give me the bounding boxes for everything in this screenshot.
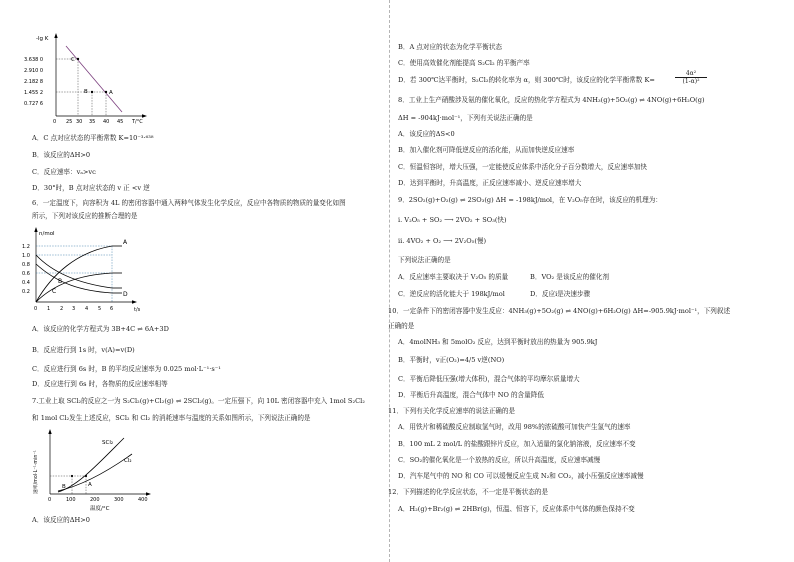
graph2-curve-b: B bbox=[58, 278, 63, 285]
right-column bbox=[390, 0, 794, 562]
graph2-curve-a: A bbox=[123, 239, 128, 246]
q11-option-c: C．SO₂的催化氧化是一个放热的反应，所以升高温度，反应速率减慢 bbox=[398, 456, 601, 464]
graph3-curve-cl2: Cl₂ bbox=[124, 458, 132, 464]
graph1-ytick: 0.727 6 bbox=[24, 101, 44, 107]
q11-stem: 11．下列有关化学反应速率的说法正确的是 bbox=[388, 407, 516, 415]
q5-option-c: C．反应速率：vₐ>vᴄ bbox=[32, 168, 96, 176]
q7-option-a: A．该反应的ΔH>0 bbox=[32, 516, 90, 524]
q7-option-b: B．A 点对应的状态为化学平衡状态 bbox=[398, 43, 503, 51]
graph2-xtick: 5 bbox=[98, 306, 102, 312]
q10-stem-line1: 10．一定条件下的密闭容器中发生反应：4NH₃(g)+5O₂(g) ⇌ 4NO(g)+6H₂O(g) ΔH=-905.9kJ·mol⁻¹，下列叙述 bbox=[388, 307, 731, 315]
graph1-point-b: B bbox=[84, 89, 88, 95]
q6-option-d: D．反应进行到 6s 时，各物质的反应速率相等 bbox=[32, 380, 168, 388]
graph2-ytick: 0.4 bbox=[22, 280, 30, 286]
graph1-ytick: 1.455 2 bbox=[24, 90, 44, 96]
graph1-ytick: 2.910 0 bbox=[24, 68, 44, 74]
graph1-point-a: A bbox=[109, 90, 113, 96]
graph1-point-c: C bbox=[71, 57, 75, 63]
graph2-curve-d: D bbox=[123, 291, 128, 298]
q9-option-b: B．VO₂ 是该反应的催化剂 bbox=[530, 273, 609, 281]
q7-option-c: C．使用高效催化剂能提高 S₂Cl₂ 的平衡产率 bbox=[398, 59, 530, 67]
graph1-xunit: T/°C bbox=[132, 119, 143, 125]
graph3-point-b: B bbox=[62, 484, 66, 490]
q7-stem-line2: 和 1mol Cl₂发生上述反应，SCl₂ 和 Cl₂ 的消耗速率与温度的关系如图所示，下列说法正确的是 bbox=[32, 414, 311, 422]
graph2-xtick: 2 bbox=[60, 306, 64, 312]
q9-stem: 9．2SO₂(g)+O₂(g) ⇌ 2SO₃(g) ΔH = -198kJ/mol，在 V₂O₅存在时，该反应的机理为： bbox=[398, 196, 662, 204]
q6-option-a: A．该反应的化学方程式为 3B+4C ⇌ 6A+3D bbox=[32, 325, 169, 333]
q8-option-a: A．该反应的ΔS<0 bbox=[398, 130, 455, 138]
q10-option-b: B．平衡时，v正(O₂)=4/5 v逆(NO) bbox=[398, 356, 505, 364]
q11-option-d: D．汽车尾气中的 NO 和 CO 可以缓慢反应生成 N₂和 CO₂，减小压强反应速率减慢 bbox=[398, 472, 644, 480]
graph3-xtick: 300 bbox=[114, 497, 124, 503]
graph1-xtick: 30 bbox=[76, 119, 83, 125]
q11-option-b: B．100 mL 2 mol/L 的盐酸跟锌片反应，加入适量的氯化钠溶液，反应速率不变 bbox=[398, 440, 636, 448]
q8-stem-line1: 8．工业上生产硝酸涉及氨的催化氧化，反应的热化学方程式为 4NH₃(g)+5O₂(g) ⇌ 4NO(g)+6H₂O(g) bbox=[398, 96, 705, 104]
q9-option-d: D．反应ⅰ是决速步骤 bbox=[530, 290, 591, 298]
graph3-curve-scl2: SCl₂ bbox=[102, 440, 114, 446]
q6-option-b: B．反应进行到 1s 时，v(A)=v(D) bbox=[32, 346, 135, 354]
graph3-xtick: 200 bbox=[90, 497, 100, 503]
graph1-xtick: 0 bbox=[53, 119, 57, 125]
q11-option-a: A．用铁片和稀硫酸反应制取氢气时，改用 98%的浓硫酸可加快产生氢气的速率 bbox=[398, 423, 631, 431]
graph-rate-vs-temperature bbox=[28, 428, 158, 512]
graph2-ytick: 1.2 bbox=[22, 244, 30, 250]
q10-stem-line2: 正确的是 bbox=[388, 322, 415, 330]
graph2-curve-c: C bbox=[52, 288, 57, 295]
graph1-xtick: 40 bbox=[103, 119, 110, 125]
graph1-xtick: 25 bbox=[66, 119, 73, 125]
left-column bbox=[0, 0, 385, 562]
q6-stem-line1: 6．一定温度下，向容积为 4L 的密闭容器中通入两种气体发生化学反应，反应中各物质的物质的量变化如图 bbox=[32, 199, 346, 207]
graph2-xtick: 4 bbox=[85, 306, 89, 312]
q9-mechanism-i: i. V₂O₅ + SO₂ ⟶ 2VO₂ + SO₃(快) bbox=[398, 216, 507, 224]
q9-option-c: C．逆反应的活化能大于 198kJ/mol bbox=[398, 290, 505, 298]
q6-option-c: C．反应进行到 6s 时，B 的平均反应速率为 0.025 mol·L⁻¹·s⁻¹ bbox=[32, 365, 221, 373]
q12-stem: 12．下列描述的化学反应状态，不一定是平衡状态的是 bbox=[388, 488, 549, 496]
graph2-ylabel: n/mol bbox=[39, 231, 55, 237]
q5-option-d: D．30°时，B 点对应状态的 v 正 <v 逆 bbox=[32, 184, 150, 192]
q5-option-b: B．该反应的ΔH>0 bbox=[32, 151, 91, 159]
graph2-xtick: 6 bbox=[110, 306, 114, 312]
graph2-ytick: 0.6 bbox=[22, 271, 30, 277]
graph-amount-vs-time bbox=[22, 226, 152, 318]
graph3-xlabel: 温度/°C bbox=[90, 506, 110, 512]
fraction-denominator: (1-α)² bbox=[682, 78, 700, 85]
q9-mechanism-ii: ii. 4VO₂ + O₂ ⟶ 2V₂O₅(慢) bbox=[398, 237, 487, 245]
graph1-xtick: 45 bbox=[117, 119, 124, 125]
graph3-ylabel: 速率/mol·L⁻¹·min⁻¹ bbox=[34, 450, 39, 494]
q8-option-b: B．加入催化剂可降低逆反应的活化能，从而加快逆反应速率 bbox=[398, 146, 575, 154]
graph3-point-a: A bbox=[88, 482, 92, 488]
graph2-ytick: 1.0 bbox=[22, 253, 30, 259]
graph1-ylabel: -lg K bbox=[36, 36, 49, 42]
fraction-numerator: 4α² bbox=[675, 70, 707, 78]
graph2-xtick: 3 bbox=[72, 306, 76, 312]
q8-option-c: C．恒温恒容时，增大压强，一定能使反应体系中活化分子百分数增大，反应速率加快 bbox=[398, 163, 648, 171]
q7-stem-line1: 7.工业上取 SCl₂的反应之一为 S₂Cl₂(g)+Cl₂(g) ⇌ 2SCl₂(g)。一定压强下，向 10L 密闭容器中充入 1mol S₂Cl₂ bbox=[32, 397, 365, 405]
q10-option-d: D．平衡后升高温度，混合气体中 NO 的含量降低 bbox=[398, 391, 544, 399]
graph2-xtick: 0 bbox=[34, 306, 38, 312]
graph2-ytick: 0.2 bbox=[22, 289, 30, 295]
graph-lgk-vs-temperature bbox=[22, 30, 162, 126]
q9-option-a: A．反应速率主要取决于 V₂O₅ 的质量 bbox=[398, 273, 509, 281]
graph3-xtick: 400 bbox=[138, 497, 148, 503]
q6-stem-line2: 所示，下列对该反应的推断合理的是 bbox=[32, 212, 138, 220]
q8-option-d: D．达到平衡时，升高温度，正反应速率减小、逆反应速率增大 bbox=[398, 179, 582, 187]
q10-option-c: C．平衡后降低压强(增大体积)，混合气体的平均摩尔质量增大 bbox=[398, 375, 580, 383]
graph1-xtick: 35 bbox=[89, 119, 96, 125]
q7-option-d-fraction bbox=[675, 70, 707, 85]
q12-option-a: A．H₂(g)+Br₂(g) ⇌ 2HBr(g)，恒温、恒容下，反应体系中气体的颜色保持不变 bbox=[398, 505, 635, 513]
q10-option-a: A．4molNH₃ 和 5molO₂ 反应，达到平衡时放出的热量为 905.9kJ bbox=[398, 338, 598, 346]
graph3-xtick: 0 bbox=[48, 497, 52, 503]
graph2-ytick: 0.8 bbox=[22, 262, 30, 268]
graph3-xtick: 100 bbox=[66, 497, 76, 503]
graph2-xtick: 1 bbox=[47, 306, 51, 312]
graph2-xunit: t/s bbox=[134, 307, 141, 313]
q7-option-d: D．若 300℃达平衡时，S₂Cl₂的转化率为 α，则 300℃时，该反应的化学平衡常数 K= bbox=[398, 76, 655, 84]
graph1-ytick: 2.182 8 bbox=[24, 79, 44, 85]
q8-stem-line2: ΔH = -904kJ·mol⁻¹，下列有关说法正确的是 bbox=[398, 114, 533, 122]
graph1-ytick: 3.638 0 bbox=[24, 57, 44, 63]
q9-prompt: 下列说法正确的是 bbox=[398, 256, 451, 264]
q5-option-a: A．C 点对应状态的平衡常数 K=10⁻³·⁶³⁸ bbox=[32, 134, 154, 142]
